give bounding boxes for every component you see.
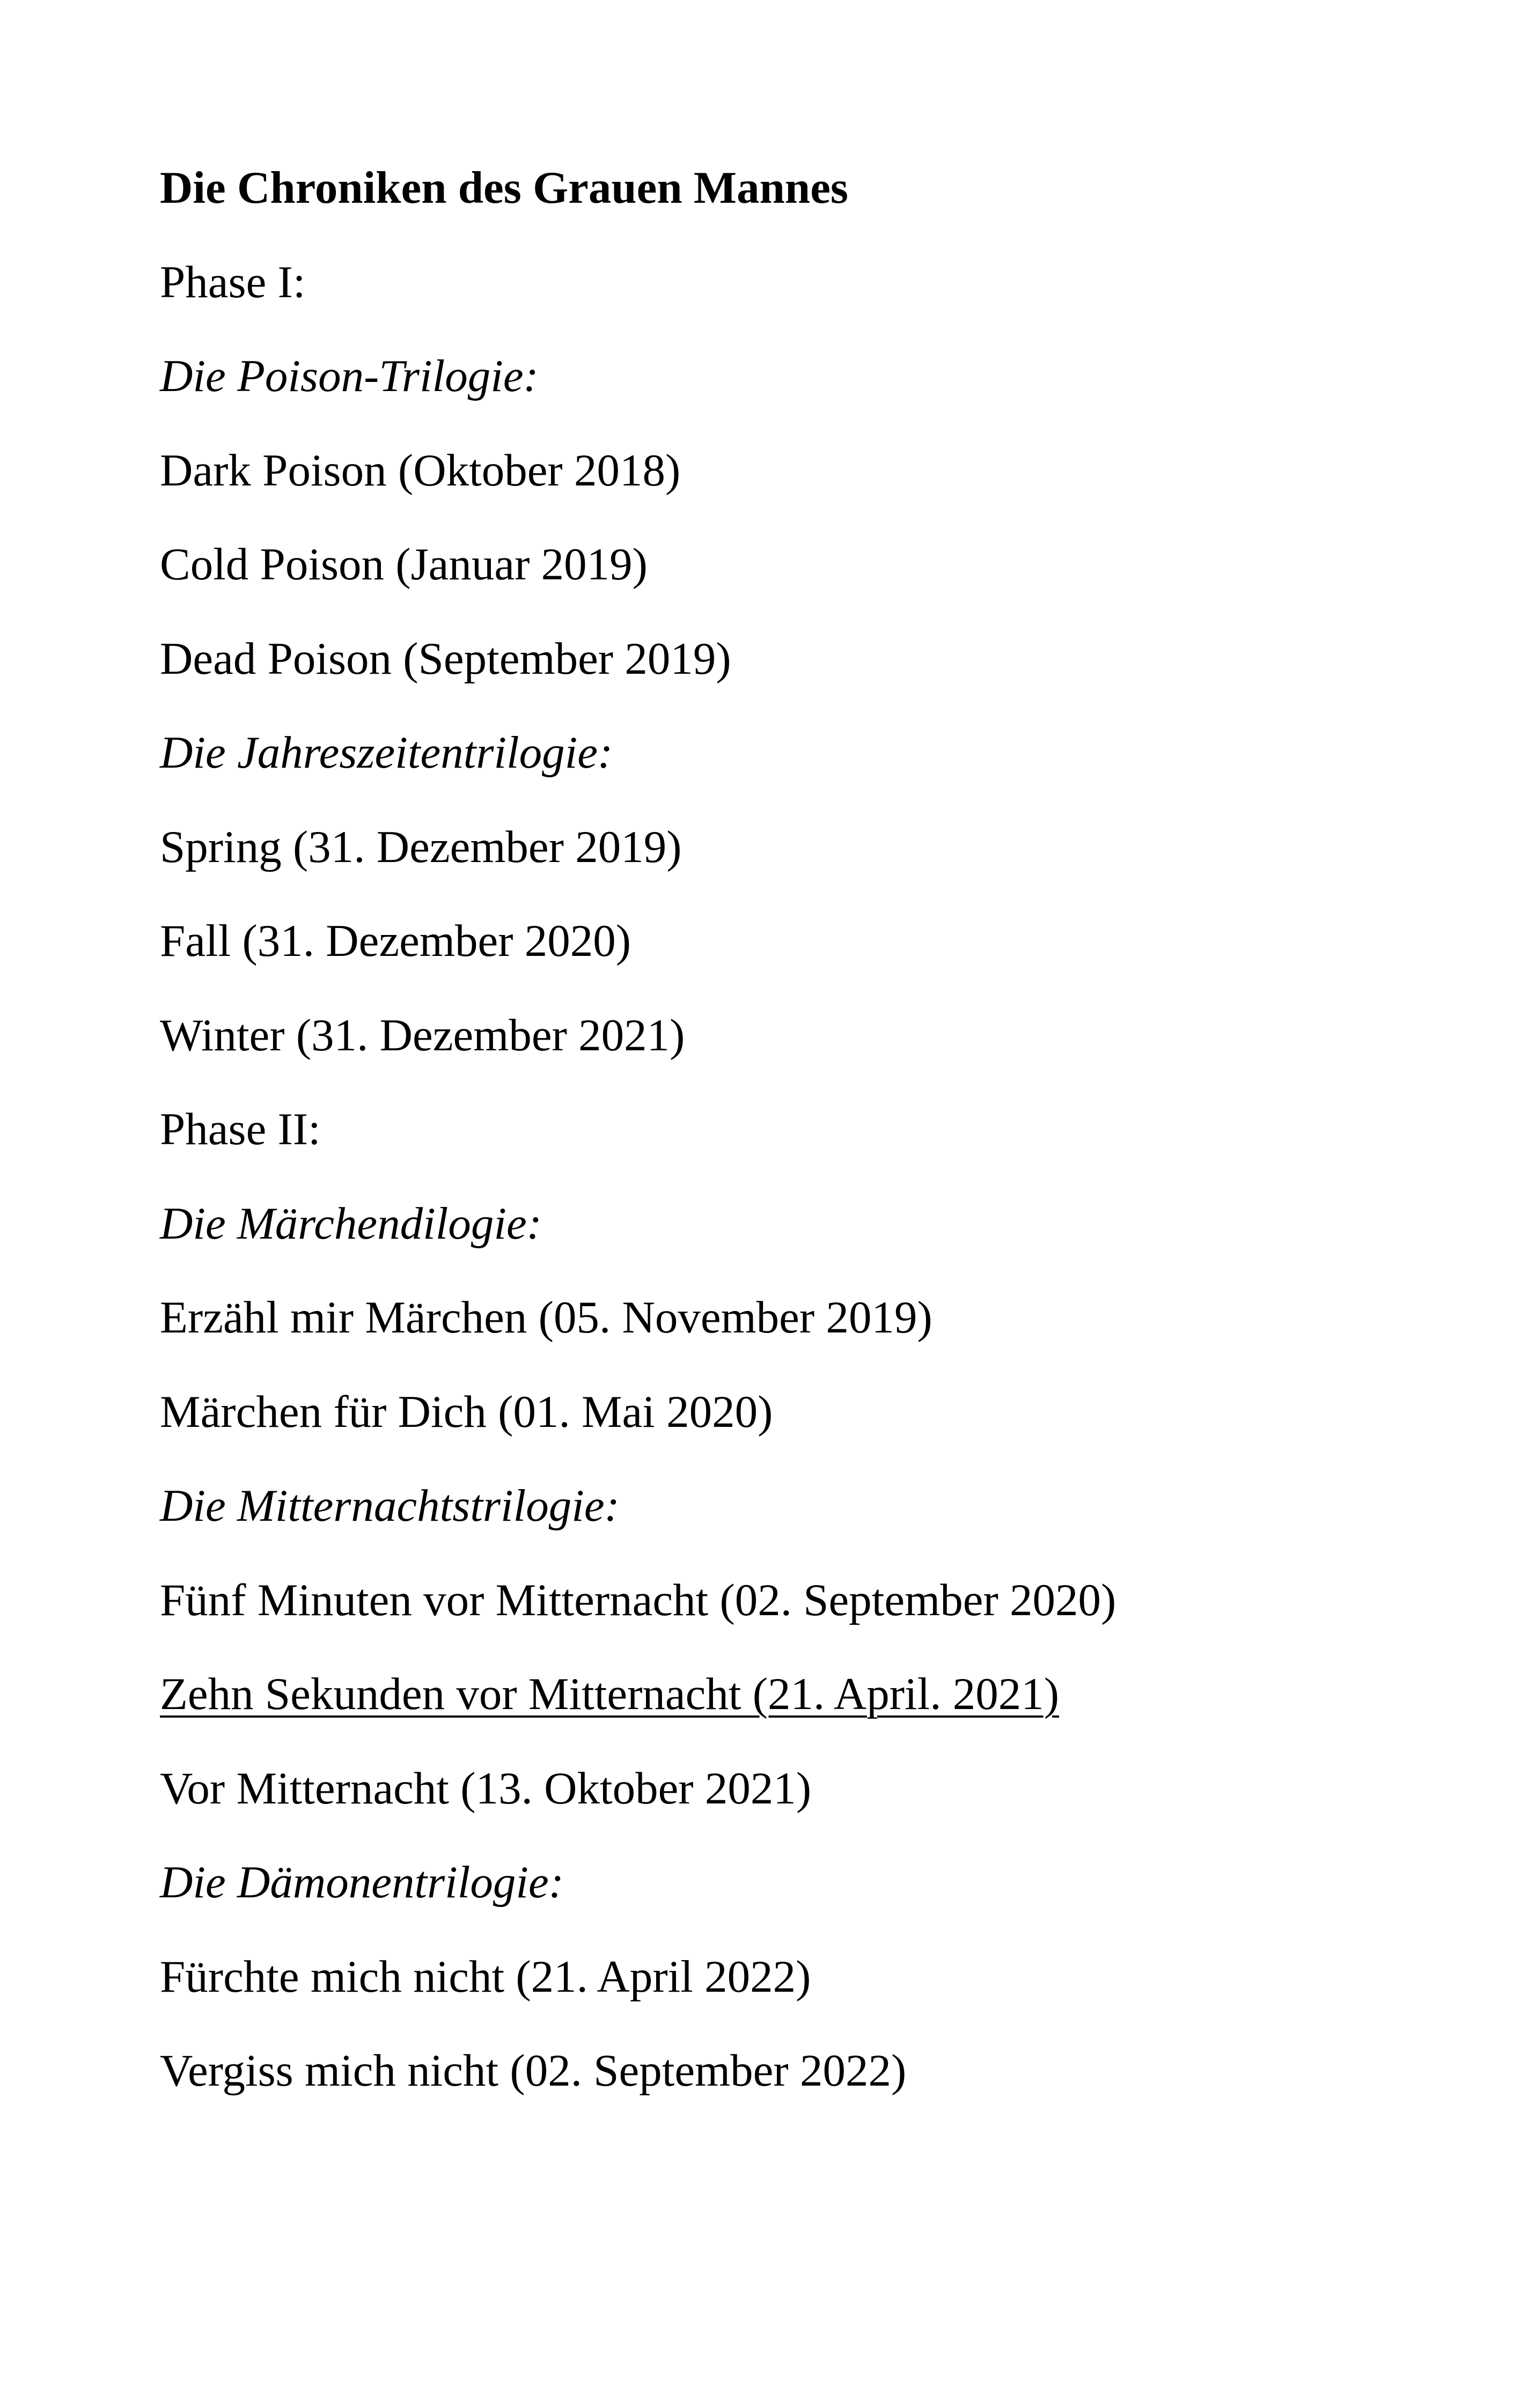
document-title: Die Chroniken des Grauen Mannes [160, 163, 849, 213]
series-heading: Die Jahreszeitentrilogie: [160, 727, 613, 778]
series-heading: Die Mitternachtstrilogie: [160, 1481, 620, 1531]
book-entry: Dead Poison (September 2019) [160, 634, 731, 684]
book-entry: Märchen für Dich (01. Mai 2020) [160, 1387, 773, 1437]
series-heading: Die Märchendilogie: [160, 1198, 542, 1249]
book-entry: Fall (31. Dezember 2020) [160, 916, 631, 966]
phase-heading: Phase II: [160, 1104, 321, 1154]
book-entry-underlined: Zehn Sekunden vor Mitternacht (21. April. 2021) [160, 1669, 1060, 1719]
book-entry: Fünf Minuten vor Mitternacht (02. September 2020) [160, 1575, 1116, 1625]
book-entry: Vergiss mich nicht (02. September 2022) [160, 2045, 907, 2096]
book-entry: Fürchte mich nicht (21. April 2022) [160, 1952, 811, 2002]
series-heading: Die Dämonentrilogie: [160, 1857, 564, 1908]
book-entry: Spring (31. Dezember 2019) [160, 822, 682, 872]
book-entry: Dark Poison (Oktober 2018) [160, 445, 681, 496]
book-entry: Cold Poison (Januar 2019) [160, 539, 648, 590]
book-entry: Vor Mitternacht (13. Oktober 2021) [160, 1763, 812, 1814]
series-heading: Die Poison-Trilogie: [160, 351, 539, 401]
phase-heading: Phase I: [160, 257, 306, 307]
book-entry: Winter (31. Dezember 2021) [160, 1010, 685, 1061]
book-entry: Erzähl mir Märchen (05. November 2019) [160, 1292, 932, 1343]
